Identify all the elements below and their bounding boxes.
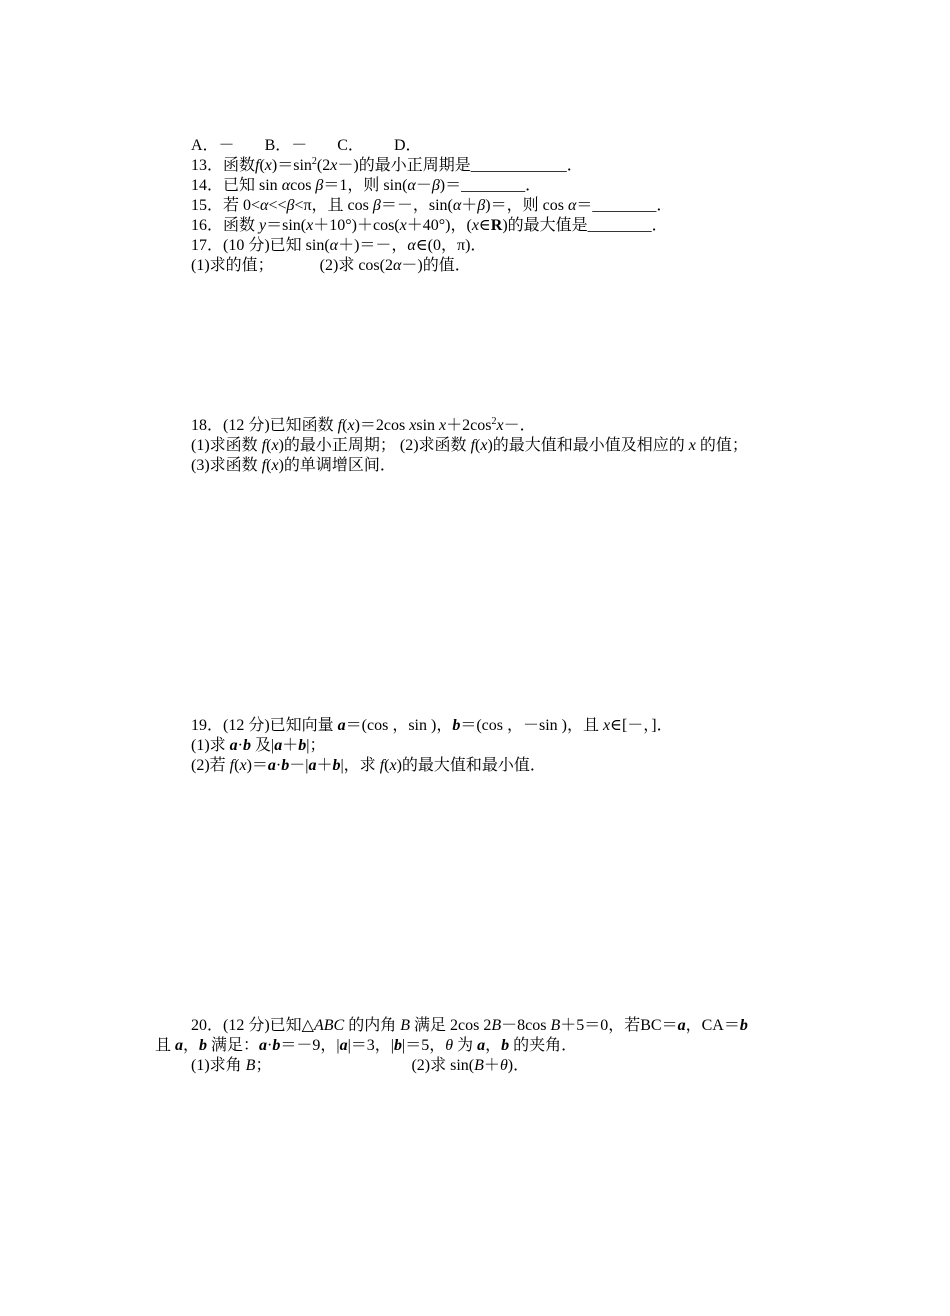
question-14: 14．已知 sin αcos β＝1，则 sin(α－β)＝________． [191, 177, 542, 194]
question-17-parts: (1)求的值； (2)求 cos(2α－)的值． [191, 257, 471, 274]
question-18-parts-1-2: (1)求函数 f(x)的最小正周期； (2)求函数 f(x)的最大值和最小值及相应的 x 的值； [191, 437, 748, 454]
question-19-part-2: (2)若 f(x)＝a·b－|a＋b|，求 f(x)的最大值和最小值． [191, 757, 546, 774]
question-17: 17．(10 分)已知 sin(α＋)＝－，α∈(0，π)． [191, 237, 487, 254]
question-18: 18．(12 分)已知函数 f(x)＝2cos xsin $x+2\cos^2x-$． [191, 416, 536, 434]
choice-c: C． [337, 137, 364, 154]
question-20-parts: (1)求角 B； (2)求 sin(B＋θ)． [191, 1057, 530, 1074]
question-20-condition: 且 a，b 满足：a·b＝－9，|a|＝3，|b|＝5，θ 为 a，b 的夹角． [155, 1037, 578, 1054]
question-19: 19．(12 分)已知向量 a＝(cos ，sin )，b＝(cos ，－sin )，且 x∈[－，]． [191, 717, 673, 734]
question-19-part-1: (1)求 a·b 及|a＋b|； [191, 737, 326, 754]
question-20: 20．(12 分)已知△ABC 的内角 B 满足 2cos 2B－8cos B＋5＝0，若BC＝a，CA＝b [191, 1017, 748, 1034]
choices-row [191, 136, 422, 156]
question-18-part-3: (3)求函数 f(x)的单调增区间． [191, 457, 396, 474]
choice-b: B．－ [264, 137, 308, 154]
question-16: 16．函数 y＝sin(x＋10°)＋cos(x＋40°)，(x∈R)的最大值是________． [191, 217, 668, 234]
question-13: 13．函数$f(x)=\sin^2(2x-)$的最小正周期是____________． [191, 156, 583, 174]
choice-a: A．－ [191, 137, 235, 154]
choice-d: D． [393, 137, 422, 154]
question-15: 15．若 0<α<<β<π，且 cos β＝－，sin(α＋β)＝，则 cos α＝________． [191, 197, 673, 214]
